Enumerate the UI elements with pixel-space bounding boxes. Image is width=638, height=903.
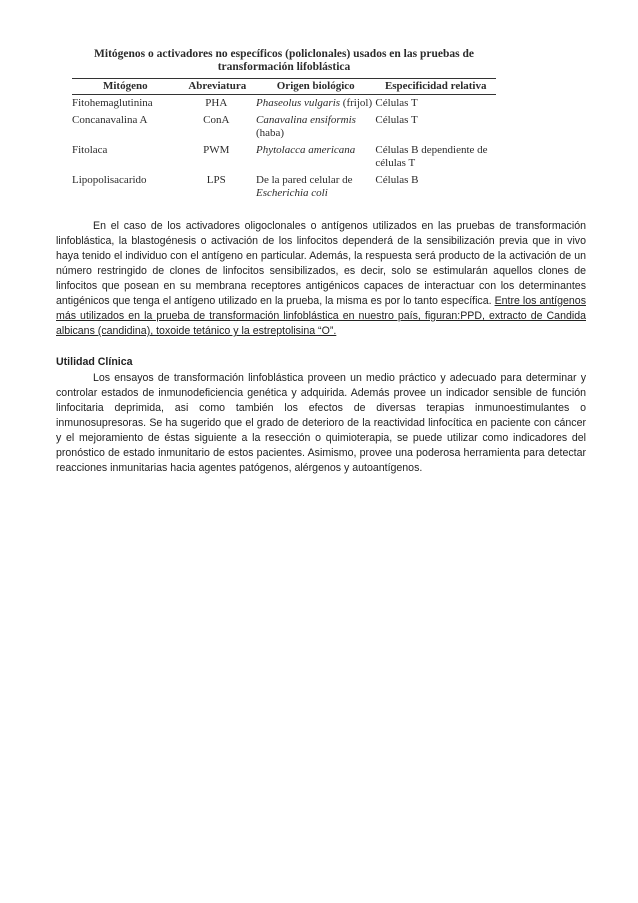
cell-origin <box>256 94 375 112</box>
cell-origin <box>256 172 375 202</box>
paragraph-oligoclonal <box>56 219 586 339</box>
cell-specificity: Células B dependiente de células T <box>375 144 488 169</box>
header-specificity: Especificidad relativa <box>375 79 496 95</box>
paragraph-clinical-utility <box>56 371 586 476</box>
paragraph-text: Los ensayos de transformación linfoblástica proveen un medio práctico y adecuado para determinar y controlar estados de inmunodeficiencia genética y adquirida. Además provee un indicador sensible de función linfocitaria deprimida, asi como también los efectos de diversas terapias inmunoestimulantes o inmunosupresoras. Se ha sugerido que el grado de deterioro de la reactividad linfocítica en paciente con cáncer y el mejoramiento de éstas siguiente a la resección o quimioterapia, se puede utilizar como indicadores del pronóstico de estado inmunitario de estos pacientes. Asimismo, provee una poderosa herramienta para detectar reacciones inmunitarias hacia agentes patógenos, alérgenos y autoantígenos. <box>56 372 586 474</box>
cell-origin <box>256 142 375 172</box>
underlined-antigen-list: Entre los antígenos más utilizados en la prueba de transformación linfoblástica en nuestro país, figuran:PPD, extracto de Candida albicans (candidina), toxoide tetánico y la estreptolisina “O”. <box>56 295 586 337</box>
mitogen-table <box>72 78 496 202</box>
mitogen-table-figure <box>72 48 496 202</box>
origin-species: Escherichia coli <box>256 186 328 199</box>
header-mitogen: Mitógeno <box>72 79 179 95</box>
cell-specificity: Células T <box>375 96 418 109</box>
cell-mitogen: Fitohemaglutinina <box>72 96 153 109</box>
table-title <box>72 48 496 74</box>
header-origin: Origen biológico <box>256 79 375 95</box>
table-row <box>72 172 496 202</box>
paragraph-text <box>56 219 586 339</box>
cell-abbreviation: PWM <box>203 144 230 156</box>
origin-common-name: (haba) <box>256 126 285 139</box>
cell-origin <box>256 112 375 142</box>
cell-abbreviation: LPS <box>206 174 226 186</box>
cell-specificity: Células T <box>375 114 418 126</box>
cell-abbreviation: ConA <box>203 114 230 126</box>
header-abbreviation: Abreviatura <box>179 79 256 95</box>
table-row <box>72 142 496 172</box>
origin-species: Phaseolus vulgaris <box>256 96 341 109</box>
table-header-row <box>72 79 496 95</box>
table-row <box>72 112 496 142</box>
cell-mitogen: Lipopolisacarido <box>72 174 147 186</box>
origin-common-name: (frijol) <box>340 96 373 109</box>
table-title-line1: Mitógenos o activadores no específicos (policlonales) usados en las pruebas de <box>94 48 474 60</box>
cell-mitogen: Concanavalina A <box>72 114 148 126</box>
cell-mitogen: Fitolaca <box>72 144 108 156</box>
cell-abbreviation: PHA <box>205 96 228 109</box>
paragraph-body: En el caso de los activadores oligoclonales o antígenos utilizados en las pruebas de transformación linfoblástica, la blastogénesis o activación de los linfocitos dependerá de la sensibilización previa que in vivo haya tenido el individuo con el antígeno en particular. Además, la respuesta será producto de la activación de un número restringido de clones de linfocitos sensibilizados, es decir, solo se estimularán aquellos clones de linfocitos que posean en su membrana receptores antigénicos capaces de interactuar con los determinantes antigénicos que tenga el antígeno utilizado en la prueba, la misma es por lo tanto específica. <box>56 220 586 307</box>
table-title-line2: transformación lifoblástica <box>217 61 351 73</box>
section-heading-clinical-utility: Utilidad Clínica <box>56 356 133 368</box>
table-row <box>72 94 496 112</box>
origin-description: De la pared celular de <box>256 174 353 186</box>
origin-species: Phytolacca americana <box>256 144 356 156</box>
cell-specificity: Células B <box>375 174 419 186</box>
origin-species: Canavalina ensiformis <box>256 114 356 126</box>
